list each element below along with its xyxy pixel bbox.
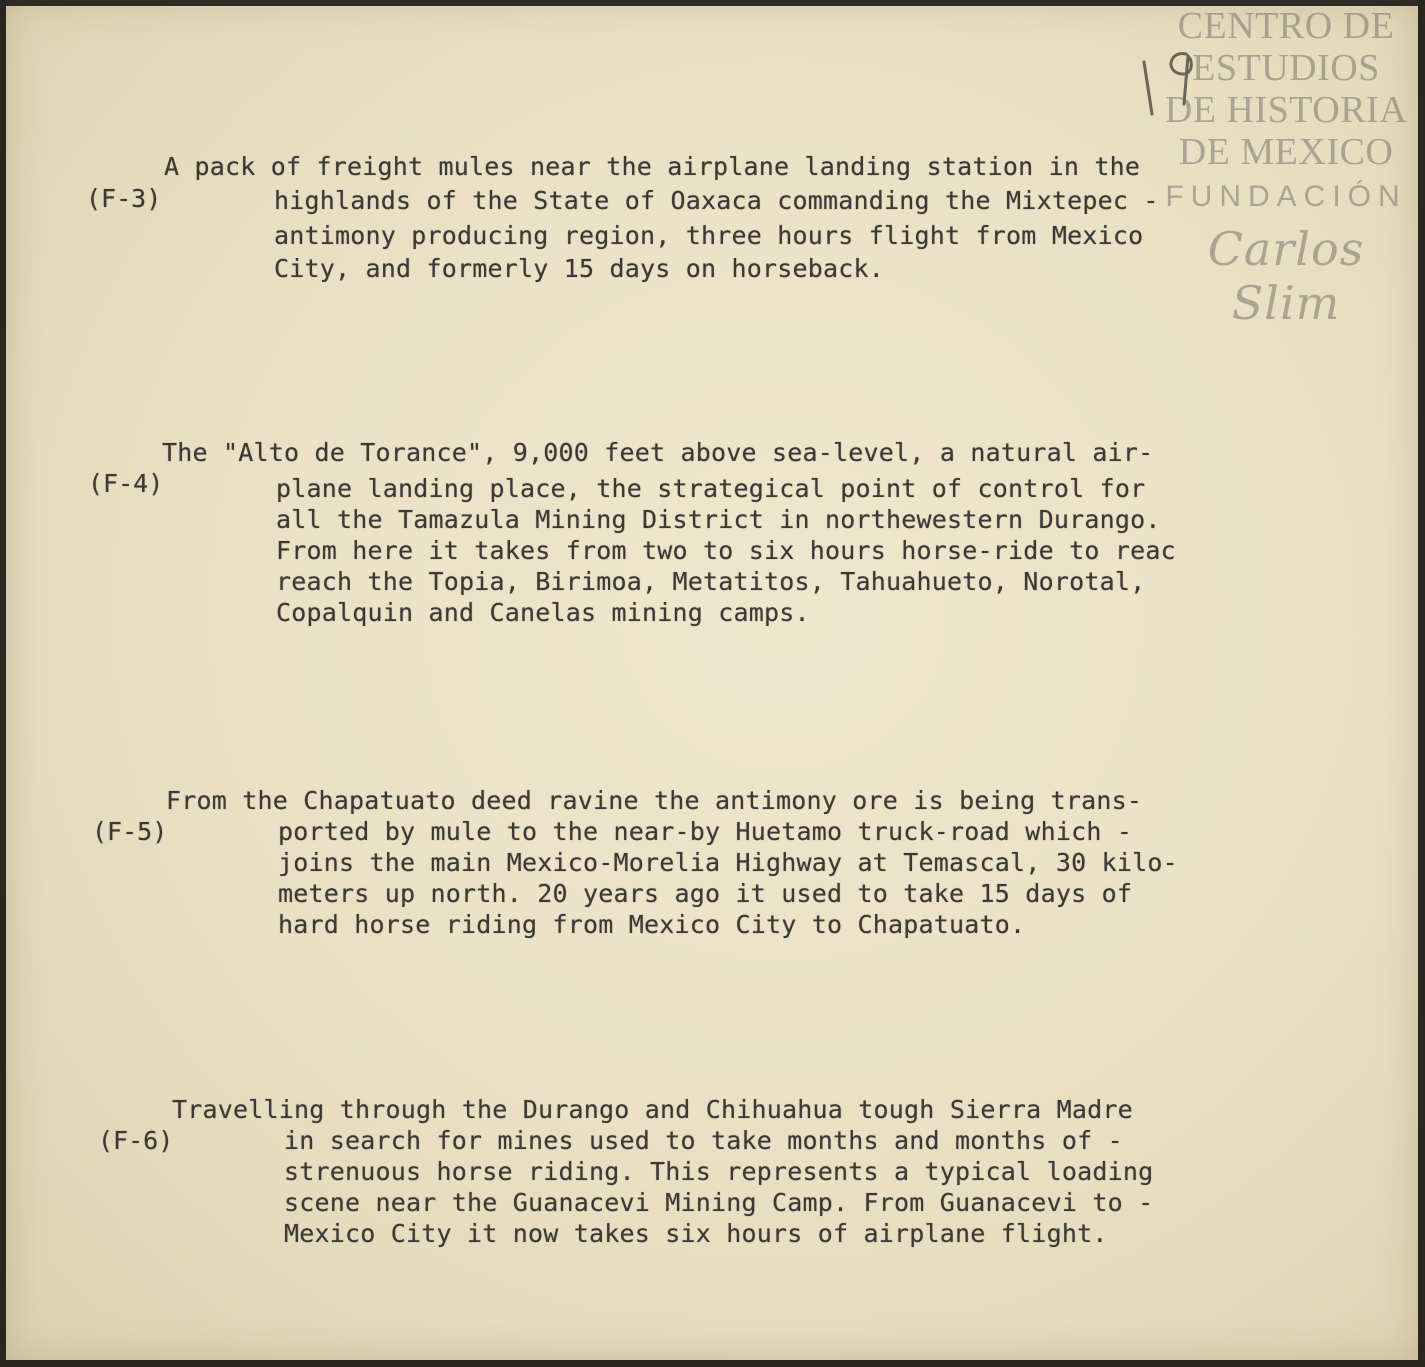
watermark-signature: Carlos Slim [1207, 222, 1365, 330]
caption-f4-line-3: all the Tamazula Mining District in northewestern Durango. [276, 505, 1161, 534]
caption-f3-label: (F-3) [86, 184, 162, 213]
caption-f6-line-2: in search for mines used to take months and months of - [284, 1126, 1123, 1155]
watermark-line-3: DE HISTORIA [1164, 89, 1408, 131]
watermark-line-4: DE MEXICO [1178, 131, 1394, 173]
caption-f5-line-1: From the Chapatuato deed ravine the antimony ore is being trans- [166, 786, 1143, 815]
caption-f6-label: (F-6) [98, 1126, 174, 1155]
caption-f4-line-1: The "Alto de Torance", 9,000 feet above sea-level, a natural air- [162, 438, 1154, 467]
watermark-line-1: CENTRO DE [1177, 5, 1395, 47]
caption-f3-line-4: City, and formerly 15 days on horseback. [274, 254, 885, 283]
caption-f5-label: (F-5) [92, 817, 168, 846]
caption-f5-line-2: ported by mule to the near-by Huetamo truck-road which - [278, 817, 1133, 846]
watermark-line-2: ESTUDIOS [1192, 47, 1380, 89]
caption-f4-label: (F-4) [88, 469, 164, 498]
caption-f4-line-4: From here it takes from two to six hours horse-ride to reac [276, 536, 1176, 565]
caption-f6-line-3: strenuous horse riding. This represents a typical loading [284, 1157, 1154, 1186]
caption-f5-line-4: meters up north. 20 years ago it used to take 15 days of [278, 879, 1133, 908]
pencil-mark-icon [1134, 42, 1204, 122]
watermark-line-5: FUNDACIÓN [1165, 180, 1407, 213]
caption-f6-line-4: scene near the Guanacevi Mining Camp. From Guanacevi to - [284, 1188, 1154, 1217]
caption-f5-line-5: hard horse riding from Mexico City to Chapatuato. [278, 910, 1026, 939]
caption-f4-line-5: reach the Topia, Birimoa, Metatitos, Tahuahueto, Norotal, [276, 567, 1146, 596]
caption-f3-line-1: A pack of freight mules near the airplane landing station in the [164, 152, 1141, 181]
page-top-edge [6, 0, 1418, 6]
caption-f4-line-6: Copalquin and Canelas mining camps. [276, 598, 810, 627]
caption-f6-line-5: Mexico City it now takes six hours of airplane flight. [284, 1219, 1108, 1248]
typed-document-page [6, 0, 1418, 1360]
caption-f4-line-2: plane landing place, the strategical point of control for [276, 474, 1146, 503]
caption-f3-line-3: antimony producing region, three hours flight from Mexico [274, 221, 1144, 250]
caption-f3-line-2: highlands of the State of Oaxaca commanding the Mixtepec - [274, 186, 1159, 215]
caption-f5-line-3: joins the main Mexico-Morelia Highway at Temascal, 30 kilo- [278, 848, 1178, 877]
caption-f6-line-1: Travelling through the Durango and Chihuahua tough Sierra Madre [172, 1095, 1133, 1124]
